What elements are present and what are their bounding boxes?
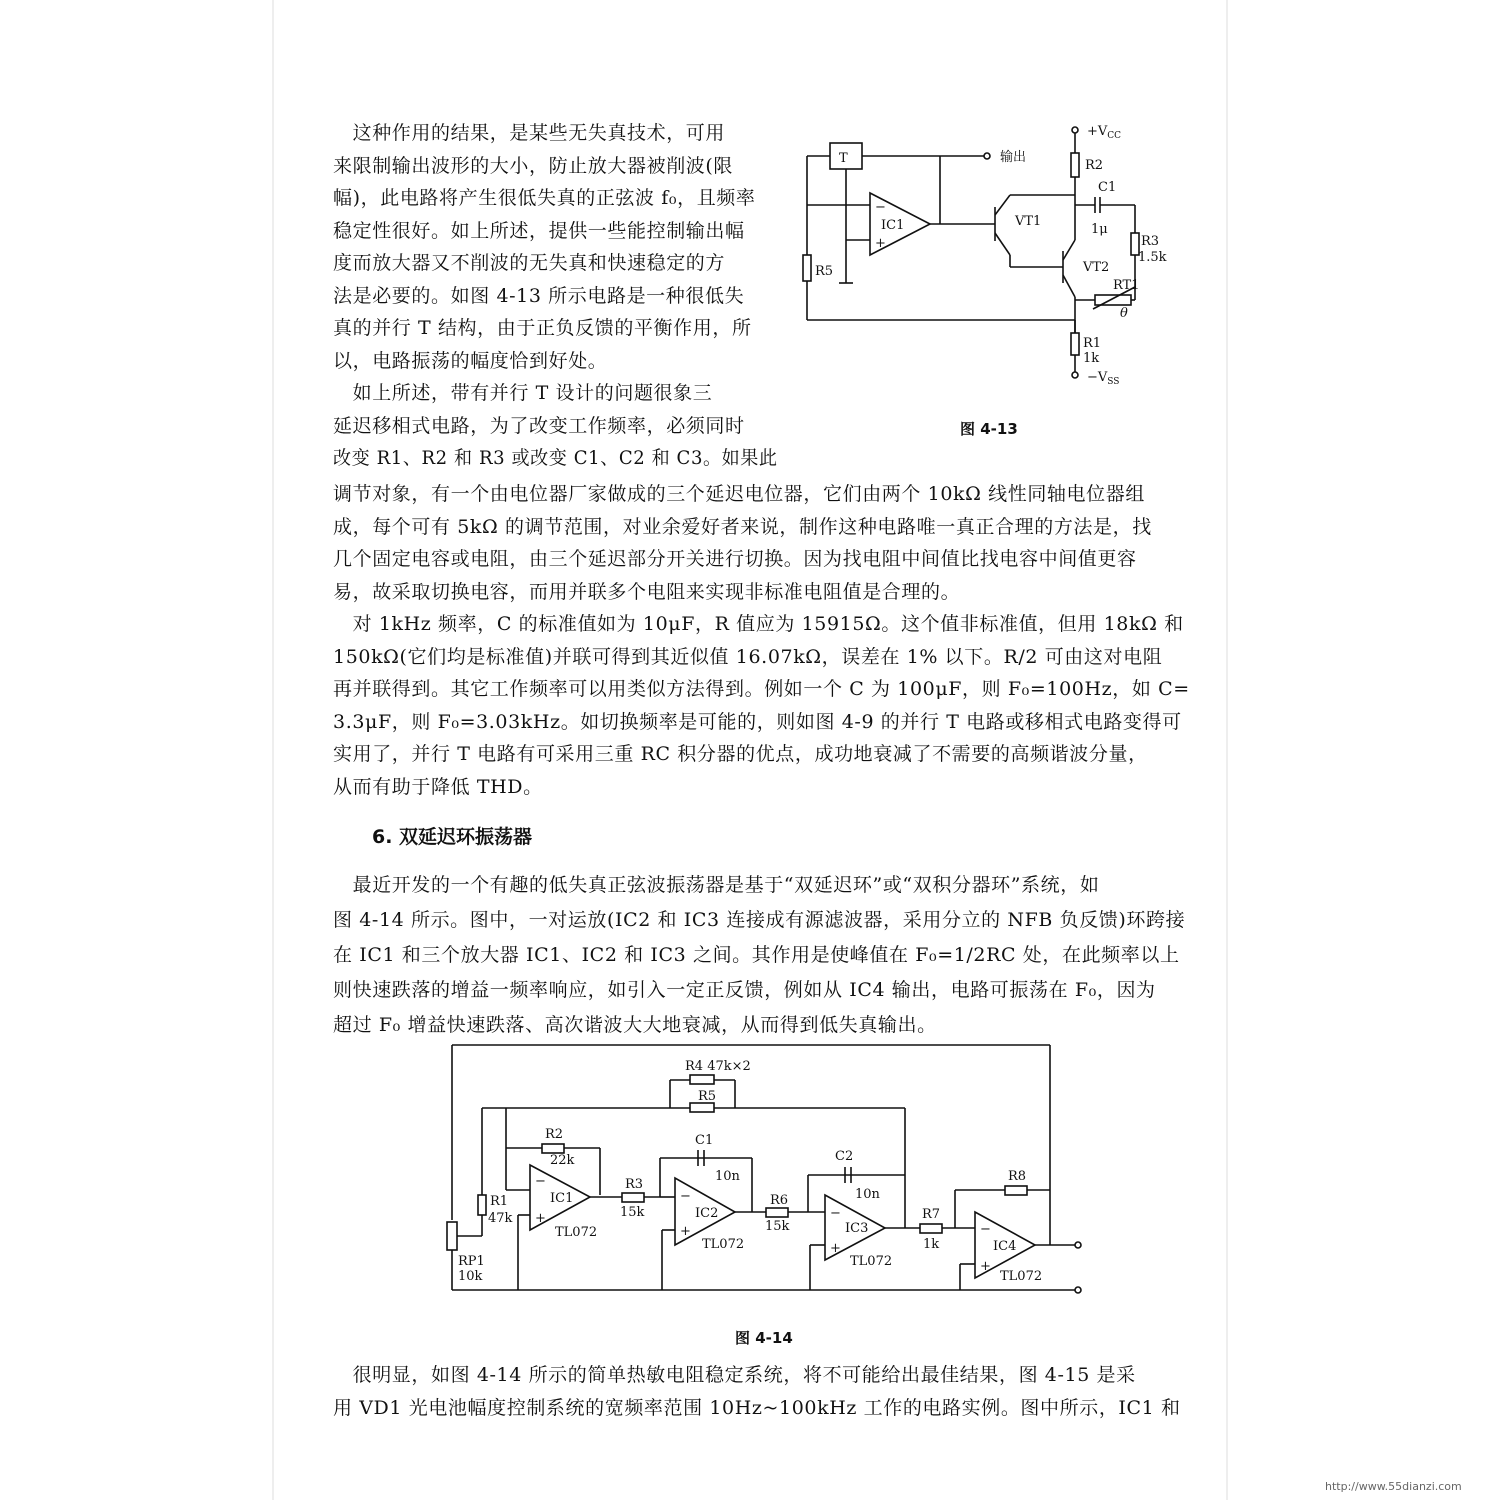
text-line: 则快速跌落的增益一频率响应，如引入一定正反馈，例如从 IC4 输出，电路可振荡在 F₀，因为 — [333, 979, 1156, 1001]
text-line: 3.3μF，则 F₀=3.03kHz。如切换频率是可能的，则如图 4-9 的并行 T 电路或移相式电路变得可 — [333, 710, 1182, 733]
vt1-label: VT1 — [1015, 214, 1042, 229]
svg-text:−: − — [980, 1222, 991, 1237]
r3-value: 15k — [620, 1205, 645, 1220]
r6-label: R6 — [770, 1193, 789, 1208]
output-terminal — [984, 153, 990, 159]
text-line: 再并联得到。其它工作频率可以用类似方法得到。例如一个 C 为 100μF，则 F₀=100Hz，如 C= — [333, 678, 1190, 700]
ic2-label: IC2 — [695, 1206, 719, 1221]
text-line: 延迟移相式电路，为了改变工作频率，必须同时 — [333, 414, 745, 437]
text-line: 真的并行 T 结构，由于正负反馈的平衡作用，所 — [333, 317, 752, 339]
rt1-thermistor — [1095, 295, 1131, 305]
text-line: 用 VD1 光电池幅度控制系统的宽频率范围 10Hz~100kHz 工作的电路实例。图中所示，IC1 和 — [333, 1397, 1181, 1419]
text-line: 如上所述，带有并行 T 设计的问题很象三 — [333, 382, 713, 404]
r1-value: 1k — [1083, 351, 1100, 366]
ground-terminal — [1075, 1287, 1081, 1293]
vcc-terminal — [1072, 127, 1078, 133]
text-line: 法是必要的。如图 4-13 所示电路是一种很低失 — [333, 284, 745, 307]
r7-label: R7 — [922, 1207, 941, 1222]
c1-label: C1 — [695, 1133, 714, 1148]
ic1-type: TL072 — [555, 1225, 598, 1240]
r1-label: R1 — [490, 1194, 509, 1209]
figure-4-14-caption: 图 4-14 — [735, 1329, 793, 1347]
r6-value: 15k — [765, 1219, 790, 1234]
text-line: 幅)，此电路将产生很低失真的正弦波 f₀，且频率 — [333, 187, 756, 209]
r1-value: 47k — [488, 1211, 513, 1226]
text-line: 最近开发的一个有趣的低失真正弦波振荡器是基于“双延迟环”或“双积分器环”系统，如 — [333, 874, 1100, 896]
svg-text:−: − — [535, 1174, 546, 1189]
rp1-value: 10k — [458, 1269, 483, 1284]
text-line: 几个固定电容或电阻，由三个延迟部分开关进行切换。因为找电阻中间值比找电容中间值更容 — [333, 548, 1137, 570]
r6-resistor — [766, 1208, 788, 1217]
r2-resistor — [542, 1144, 564, 1153]
r1-resistor — [478, 1195, 486, 1215]
text-line: 度而放大器又不削波的无失真和快速稳定的方 — [333, 252, 726, 274]
ic3-label: IC3 — [845, 1221, 869, 1236]
r5-resistor — [690, 1103, 714, 1112]
section-heading: 6. 双延迟环振荡器 — [372, 826, 533, 848]
r7-resistor — [920, 1224, 942, 1233]
text-line: 超过 F₀ 增益快速跌落、高次谐波大大地衰减，从而得到低失真输出。 — [333, 1014, 937, 1036]
vcc-label: $+V_{CC}$ — [1087, 124, 1122, 141]
text-line: 易，故采取切换电容，而用并联多个电阻来实现非标准电阻值是合理的。 — [333, 580, 961, 603]
r8-resistor — [1005, 1186, 1027, 1195]
r5-resistor — [803, 255, 811, 281]
svg-text:−: − — [875, 200, 886, 215]
r4-resistor — [690, 1075, 714, 1084]
c1-value: 1μ — [1091, 222, 1108, 237]
text-line: 实用了，并行 T 电路有可采用三重 RC 积分器的优点，成功地衰减了不需要的高频谐波分量， — [333, 743, 1148, 765]
ic4-type: TL072 — [1000, 1269, 1043, 1284]
r2-label: R2 — [1085, 158, 1104, 173]
figure-4-13-caption: 图 4-13 — [960, 420, 1018, 438]
c1-value: 10n — [715, 1169, 740, 1184]
ic4-label: IC4 — [993, 1239, 1017, 1254]
text-line: 改变 R1、R2 和 R3 或改变 C1、C2 和 C3。如果此 — [333, 447, 778, 469]
text-line: 成，每个可有 5kΩ 的调节范围，对业余爱好者来说，制作这种电路唯一真正合理的方法是，找 — [333, 515, 1152, 538]
svg-text:−: − — [680, 1189, 691, 1204]
text-line: 稳定性很好。如上所述，提供一些能控制输出幅 — [333, 219, 745, 242]
r1-label: R1 — [1083, 336, 1102, 351]
text-line: 在 IC1 和三个放大器 IC1、IC2 和 IC3 之间。其作用是使峰值在 F₀=1/2RC 处，在此频率以上 — [333, 944, 1180, 966]
text-line: 来限制输出波形的大小，防止放大器被削波(限 — [333, 154, 734, 177]
output-terminal — [1075, 1242, 1081, 1248]
t-label: T — [839, 151, 848, 166]
vt2-label: VT2 — [1083, 260, 1110, 275]
svg-text:+: + — [980, 1259, 991, 1274]
text-line: 这种作用的结果，是某些无失真技术，可用 — [333, 122, 726, 144]
r2-value: 22k — [550, 1153, 575, 1168]
r3-label: R3 — [1141, 234, 1160, 249]
rp1-label: RP1 — [458, 1254, 485, 1269]
figure-4-13-circuit — [795, 115, 1195, 395]
ic1-label: IC1 — [550, 1191, 574, 1206]
text-line: 对 1kHz 频率，C 的标准值如为 10μF，R 值应为 15915Ω。这个值非标准值，但用 18kΩ 和 — [333, 613, 1184, 635]
rp1-potentiometer — [447, 1222, 457, 1250]
r8-label: R8 — [1008, 1169, 1027, 1184]
svg-text:+: + — [830, 1241, 841, 1256]
svg-text:+: + — [875, 236, 886, 251]
text-line: 以，电路振荡的幅度恰到好处。 — [333, 349, 608, 372]
vss-terminal — [1072, 372, 1078, 378]
r2-label: R2 — [545, 1127, 564, 1142]
ic3-type: TL072 — [850, 1254, 893, 1269]
rt1-label: RT1 — [1113, 278, 1140, 293]
text-line: 从而有助于降低 THD。 — [333, 775, 543, 798]
page-edge-left — [272, 0, 274, 1500]
r1-resistor — [1071, 333, 1079, 355]
ic2-type: TL072 — [702, 1237, 745, 1252]
svg-text:−: − — [830, 1206, 841, 1221]
r3-label: R3 — [625, 1177, 644, 1192]
c2-label: C2 — [835, 1149, 854, 1164]
vss-label: $-V_{SS}$ — [1087, 370, 1120, 387]
ic1-label: IC1 — [881, 218, 905, 233]
r5-label: R5 — [815, 264, 834, 279]
svg-text:+: + — [680, 1224, 691, 1239]
text-line: 图 4-14 所示。图中，一对运放(IC2 和 IC3 连接成有源滤波器，采用分立的 NFB 负反馈)环跨接 — [333, 909, 1186, 931]
r4-label: R4 47k×2 — [685, 1059, 751, 1074]
output-label: 输出 — [1000, 150, 1027, 165]
r3-resistor — [622, 1193, 644, 1202]
c2-value: 10n — [855, 1187, 880, 1202]
r3-value: 1.5k — [1138, 250, 1167, 265]
r2-resistor — [1071, 153, 1079, 177]
r7-value: 1k — [923, 1237, 940, 1252]
svg-text:+: + — [535, 1211, 546, 1226]
svg-text:θ: θ — [1120, 306, 1128, 321]
watermark: http://www.55dianzi.com — [1325, 1480, 1462, 1493]
text-line: 调节对象，有一个由电位器厂家做成的三个延迟电位器，它们由两个 10kΩ 线性同轴电位器组 — [333, 483, 1145, 505]
c1-label: C1 — [1098, 180, 1117, 195]
text-line: 150kΩ(它们均是标准值)并联可得到其近似值 16.07kΩ，误差在 1% 以下。R/2 可由这对电阻 — [333, 645, 1163, 668]
r5-label: R5 — [698, 1089, 717, 1104]
page-edge-right — [1226, 0, 1228, 1500]
figure-4-14-circuit — [440, 1040, 1090, 1305]
text-line: 很明显，如图 4-14 所示的简单热敏电阻稳定系统，将不可能给出最佳结果，图 4-15 是采 — [333, 1364, 1136, 1386]
